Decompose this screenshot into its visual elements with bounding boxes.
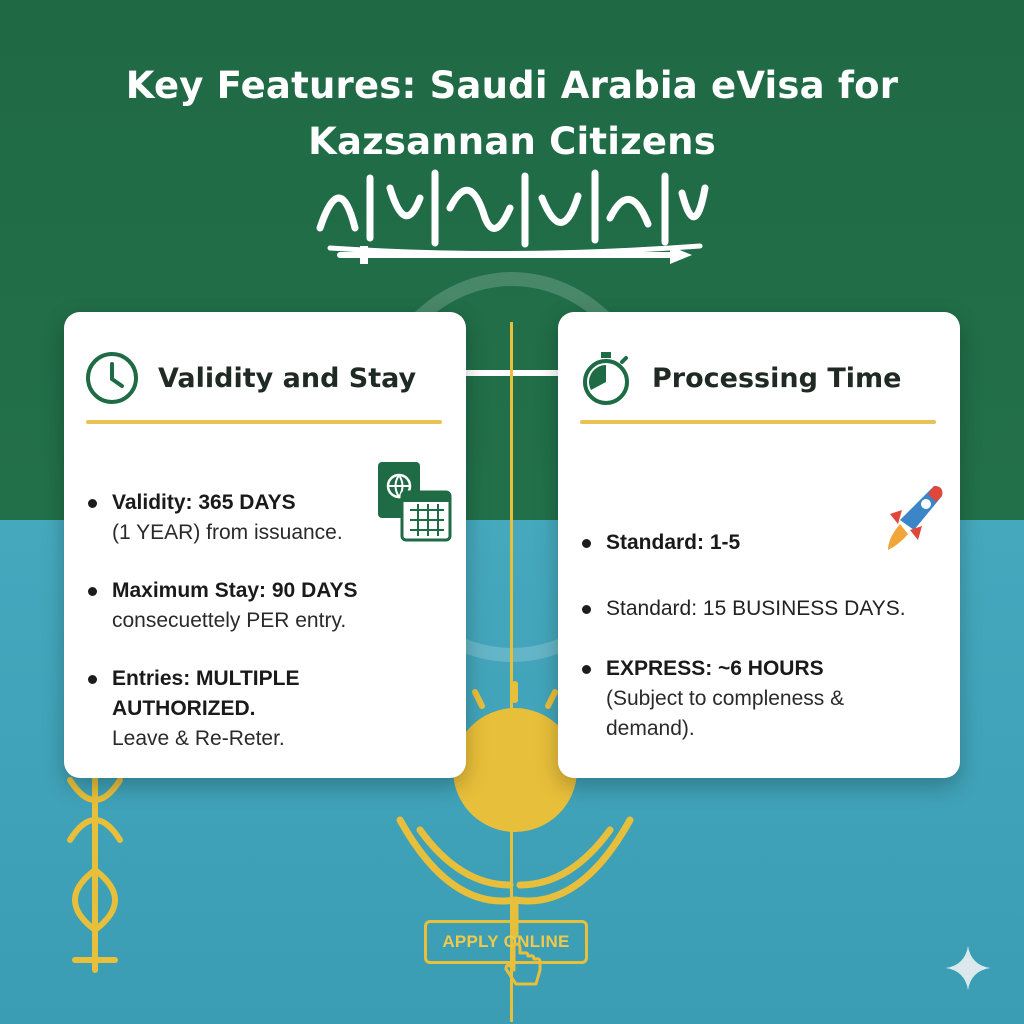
item-label: EXPRESS: ~6 HOURS — [606, 657, 824, 680]
sparkle-icon — [944, 944, 992, 992]
item-label: Maximum Stay: 90 DAYS — [112, 579, 358, 602]
item-detail: consecuettely PER entry. — [112, 609, 347, 632]
processing-list — [580, 528, 936, 744]
item-detail: (1 YEAR) from issuance. — [112, 521, 343, 544]
item-detail: Leave & Re-Reter. — [112, 727, 285, 750]
stopwatch-icon — [578, 350, 634, 406]
bullet — [88, 587, 97, 596]
bullet — [582, 539, 591, 548]
processing-card — [558, 312, 960, 778]
bullet — [582, 665, 591, 674]
card-title: Validity and Stay — [158, 362, 417, 394]
validity-card-header — [84, 346, 416, 410]
list-item — [86, 664, 442, 754]
validity-list — [86, 488, 442, 754]
list-item — [580, 654, 936, 744]
processing-card-header — [578, 346, 901, 410]
clock-icon — [84, 350, 140, 406]
list-item — [86, 488, 442, 548]
card-divider — [86, 420, 442, 424]
page-title: Key Features: Saudi Arabia eVisa for Kazsannan Citizens — [125, 64, 899, 163]
item-label: Standard: 1-5 — [606, 531, 741, 554]
item-detail: (Subject to compleness & demand). — [606, 687, 845, 740]
card-divider — [580, 420, 936, 424]
item-label: Validity: 365 DAYS — [112, 491, 296, 514]
bullet — [88, 499, 97, 508]
apply-online-label: APPLY ONLINE — [442, 932, 570, 951]
validity-card — [64, 312, 466, 778]
item-detail: Standard: 15 BUSINESS DAYS. — [606, 597, 906, 620]
list-item — [580, 594, 936, 624]
item-label: Entries: MULTIPLE AUTHORIZED. — [112, 667, 300, 720]
list-item — [86, 576, 442, 636]
list-item — [580, 528, 936, 558]
card-title: Processing Time — [652, 362, 902, 394]
bullet — [88, 675, 97, 684]
pointing-hand-icon — [500, 942, 550, 992]
bullet — [582, 605, 591, 614]
sword-icon — [330, 240, 700, 270]
